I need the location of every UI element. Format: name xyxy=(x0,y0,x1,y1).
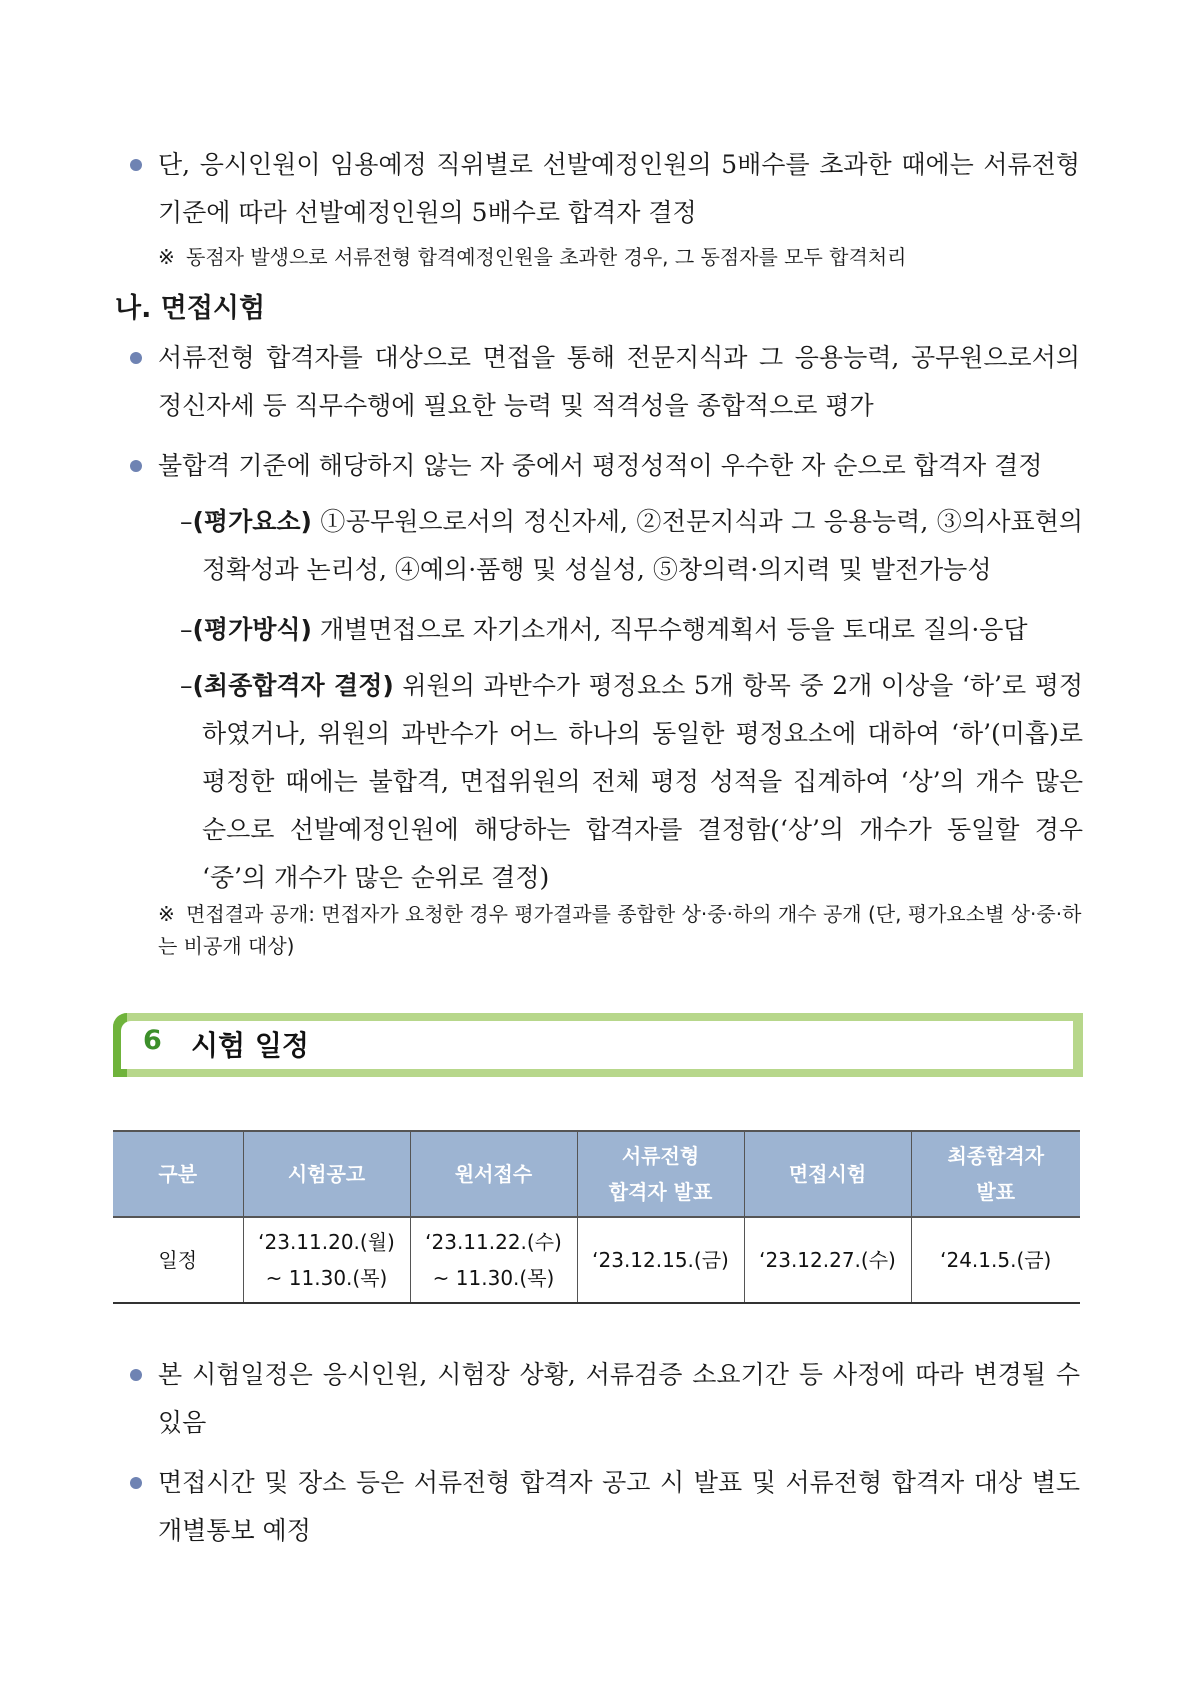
table-header-row xyxy=(113,1131,1080,1217)
header-final-result: 최종합격자 발표 xyxy=(911,1131,1080,1217)
note-interview-results xyxy=(158,898,1083,962)
bullet-dot-icon xyxy=(130,460,142,472)
item-text: ①공무원으로서의 정신자세, ②전문지식과 그 응용능력, ③의사표현의 정확성과 논리성, ④예의·품행 및 성실성, ⑤창의력·의지력 및 발전가능성 xyxy=(202,507,1083,584)
note-mark-icon: ※ xyxy=(158,902,175,926)
cell-interview: ‘23.12.27.(수) xyxy=(744,1217,911,1303)
dash-mark: – xyxy=(180,507,193,536)
header-category: 구분 xyxy=(113,1131,243,1217)
schedule-table xyxy=(113,1130,1080,1304)
item-label: (최종합격자 결정) xyxy=(192,671,394,700)
note-text: 동점자 발생으로 서류전형 합격예정인원을 초과한 경우, 그 동점자를 모두 합격처리 xyxy=(186,245,907,269)
item-final-decision xyxy=(158,662,1083,902)
bullet-text: 면접시간 및 장소 등은 서류전형 합격자 공고 시 발표 및 서류전형 합격자 대상 별도 개별통보 예정 xyxy=(158,1468,1080,1545)
bullet-text: 단, 응시인원이 임용예정 직위별로 선발예정인원의 5배수를 초과한 때에는 서류전형 기준에 따라 선발예정인원의 5배수로 합격자 결정 xyxy=(158,150,1080,227)
section-banner-schedule xyxy=(113,1013,1083,1077)
item-text: 위원의 과반수가 평정요소 5개 항목 중 2개 이상을 ‘하’로 평정하였거나, 위원의 과반수가 어느 하나의 동일한 평정요소에 대하여 ‘하’(미흡)로 평정한 때에는 불합격, 면접위원의 전체 평정 성적을 집계하여 ‘상’의 개수 많은 순으로 선발예정인원에 해당하는 합격자를 결정함(‘상’의 개수가 동일할 경우 ‘중’의 개수가 많은 순위로 결정) xyxy=(202,671,1084,892)
bullet-text: 불합격 기준에 해당하지 않는 자 중에서 평정성적이 우수한 자 순으로 합격자 결정 xyxy=(158,451,1043,480)
subsection-heading-interview: 나. 면접시험 xyxy=(115,293,266,324)
cell-category: 일정 xyxy=(113,1217,243,1303)
bullet-text: 서류전형 합격자를 대상으로 면접을 통해 전문지식과 그 응용능력, 공무원으로서의 정신자세 등 직무수행에 필요한 능력 및 적격성을 종합적으로 평가 xyxy=(158,343,1080,420)
item-evaluation-factors xyxy=(158,498,1083,594)
note-mark-icon: ※ xyxy=(158,245,175,269)
item-evaluation-method xyxy=(158,606,1083,654)
item-text: 개별면접으로 자기소개서, 직무수행계획서 등을 토대로 질의·응답 xyxy=(311,615,1028,644)
cell-document-result: ‘23.12.15.(금) xyxy=(577,1217,744,1303)
item-label: (평가방식) xyxy=(192,615,312,644)
table-row xyxy=(113,1217,1080,1303)
header-announcement: 시험공고 xyxy=(243,1131,410,1217)
section-number: 6 xyxy=(143,1025,162,1056)
header-application: 원서접수 xyxy=(410,1131,577,1217)
bullet-text: 본 시험일정은 응시인원, 시험장 상황, 서류검증 소요기간 등 사정에 따라 변경될 수 있음 xyxy=(158,1360,1080,1437)
bullet-interview-notice xyxy=(130,1459,1080,1555)
dash-mark: – xyxy=(180,671,193,700)
bullet-dot-icon xyxy=(130,352,142,364)
dash-mark: – xyxy=(180,615,193,644)
cell-application: ‘23.11.22.(수) ~ 11.30.(목) xyxy=(410,1217,577,1303)
cell-final-result: ‘24.1.5.(금) xyxy=(911,1217,1080,1303)
note-text: 면접결과 공개: 면접자가 요청한 경우 평가결과를 종합한 상·중·하의 개수 공개 (단, 평가요소별 상·중·하는 비공개 대상) xyxy=(158,902,1082,958)
bullet-pass-decision xyxy=(130,442,1080,490)
header-interview: 면접시험 xyxy=(744,1131,911,1217)
bullet-dot-icon xyxy=(130,1369,142,1381)
bullet-schedule-change xyxy=(130,1351,1080,1447)
cell-announcement: ‘23.11.20.(월) ~ 11.30.(목) xyxy=(243,1217,410,1303)
note-tie-handling xyxy=(158,241,1083,273)
bullet-dot-icon xyxy=(130,1477,142,1489)
header-document-result: 서류전형 합격자 발표 xyxy=(577,1131,744,1217)
bullet-dot-icon xyxy=(130,159,142,171)
bullet-interview-purpose xyxy=(130,334,1080,430)
section-title: 시험 일정 xyxy=(191,1029,309,1062)
bullet-candidate-limit xyxy=(130,141,1080,237)
item-label: (평가요소) xyxy=(192,507,312,536)
